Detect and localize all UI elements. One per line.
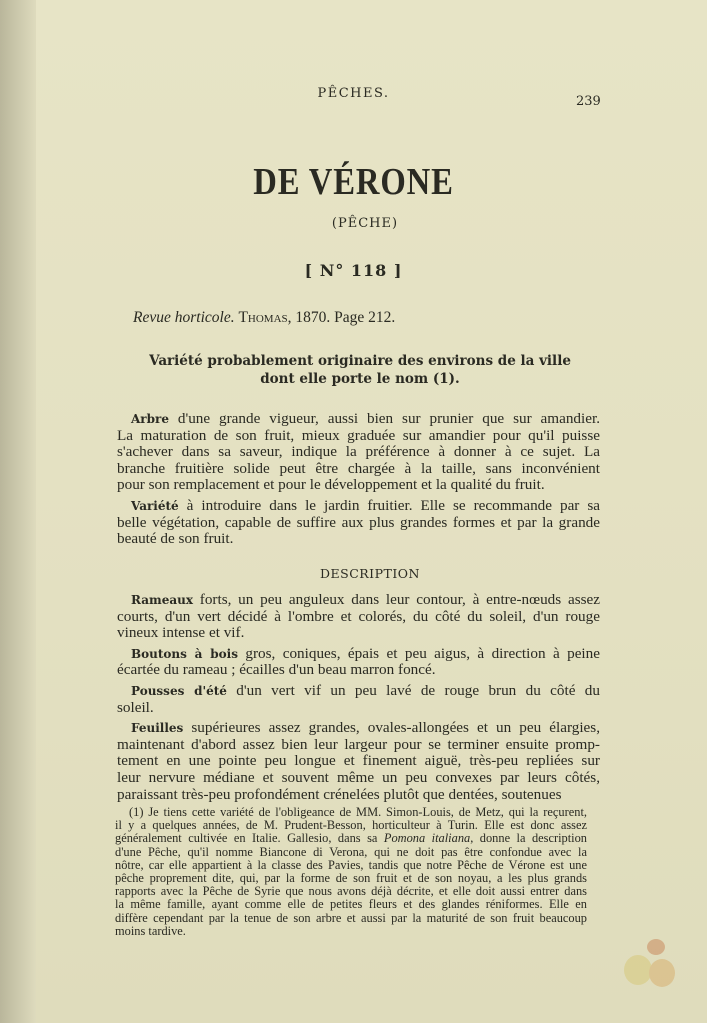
text-line	[117, 515, 600, 532]
footnote-italic-title: Pomona italiana	[383, 831, 471, 846]
paragraph	[117, 592, 600, 642]
intro-line: dont elle porte le nom (1).	[260, 371, 460, 387]
paragraph	[117, 683, 600, 716]
text-line	[117, 787, 600, 804]
text-line	[117, 477, 600, 494]
peach-illustration-icon	[610, 925, 690, 995]
line-text: supérieures assez grandes, ovales-allongées et un peu élargies,	[183, 719, 600, 737]
text-line	[117, 444, 600, 461]
line-text: s'achever dans sa saveur, indique la préférence à donner à ce sujet. La	[117, 443, 600, 461]
page-number: 239	[576, 94, 601, 109]
footnote-line: pêche proprement dite, qui, par la forme de son fruit et de son noyau, a les plus grands	[115, 871, 587, 886]
text-line	[117, 753, 600, 770]
text-line	[117, 592, 600, 609]
subtitle: (PÊCHE)	[331, 216, 399, 231]
paragraph-lead: Rameaux	[131, 593, 194, 607]
paragraph-lead: Feuilles	[131, 721, 184, 736]
running-head: PÊCHES.	[317, 86, 390, 101]
line-text: La maturation de son fruit, mieux graduée sur amandier pour qu'il puisse	[117, 426, 600, 444]
text-line	[117, 625, 600, 642]
line-text: maintenant d'abord assez bien leur largeur pour se terminer ensuite promp-	[117, 735, 600, 753]
description-section	[117, 592, 600, 807]
line-text: branche fruitière solide peut être chargée à la taille, sans inconvénient	[117, 459, 600, 477]
paragraph	[117, 498, 600, 548]
footnote-line: moins tardive.	[115, 923, 186, 938]
line-text: vineux intense et vif.	[117, 624, 245, 642]
footnote-text: généralement cultivée en Italie. Gallesio, dans sa	[115, 831, 384, 846]
footnote-line: rapports avec la Pêche de Syrie que nous avons déjà décrite, et elle doit aussi entrer dans	[115, 884, 587, 899]
text-line	[117, 770, 600, 787]
footnote-line: diffère cependant par la tenue de son arbre et aussi par la maturité de son fruit beaucoup	[115, 910, 587, 925]
line-text: gros, coniques, épais et peu aigus, à direction à peine	[237, 644, 600, 662]
text-line	[117, 609, 600, 626]
line-text: d'un vert vif un peu lavé de rouge brun du côté du	[226, 681, 600, 699]
paragraph-lead: Pousses d'été	[131, 683, 227, 698]
text-line	[117, 461, 600, 478]
description-heading: DESCRIPTION	[320, 566, 420, 581]
line-text: à introduire dans le jardin fruitier. Elle se recommande par sa	[178, 496, 600, 514]
footnote-line: d'une Pêche, qu'il nomme Biancone di Verona, qui ne doit pas être confondue avec la	[115, 844, 587, 859]
page-title: DE VÉRONE	[253, 161, 454, 203]
line-text: d'une grande vigueur, aussi bien sur prunier que sur amandier.	[168, 410, 600, 427]
line-text: beauté de son fruit.	[117, 530, 234, 548]
reference-journal: Revue horticole.	[133, 309, 235, 326]
book-spine-shadow	[0, 0, 36, 1023]
text-line	[117, 720, 600, 737]
paragraph	[117, 720, 600, 803]
line-text: soleil.	[117, 698, 154, 716]
text-line	[117, 683, 600, 700]
text-line	[117, 411, 600, 428]
text-line	[117, 737, 600, 754]
paragraph-lead: Variété	[131, 498, 179, 513]
reference	[133, 309, 395, 327]
footnote-text: , donne la description	[470, 831, 587, 846]
text-line	[117, 428, 600, 445]
footnote	[115, 806, 587, 938]
text-line	[117, 646, 600, 663]
text-line	[117, 662, 600, 679]
text-line	[117, 700, 600, 717]
line-text: belle végétation, capable de suffire aux plus grandes formes et par la grande	[117, 513, 600, 531]
reference-author: Thomas	[238, 309, 288, 326]
variety-number: [ N° 118 ]	[304, 261, 403, 280]
general-section	[117, 411, 600, 552]
intro-heading	[140, 352, 580, 388]
footnote-line: (1) Je tiens cette variété de l'obligeance de MM. Simon-Louis, de Metz, qui la reçurent,	[129, 805, 587, 819]
line-text: courts, d'un vert décidé à l'ombre et colorés, du côté du soleil, d'un rouge	[117, 607, 600, 625]
line-text: pour son remplacement et pour le développement et la qualité du fruit.	[117, 476, 545, 494]
text-line	[117, 498, 600, 515]
paragraph-lead: Boutons à bois	[131, 646, 238, 661]
reference-rest: , 1870. Page 212.	[287, 309, 396, 326]
line-text: écartée du rameau ; écailles d'un beau marron foncé.	[117, 661, 436, 679]
text-line	[117, 531, 600, 548]
footnote-line: la même famille, ayant comme elle de petites fleurs et des glandes réniformes. Elle en	[115, 897, 587, 912]
footnote-line	[115, 832, 587, 845]
line-text: paraissant très-peu profondément crénelées plutôt que dentées, soutenues	[117, 785, 562, 803]
paragraph	[117, 411, 600, 494]
intro-line: Variété probablement originaire des environs de la ville	[149, 353, 571, 369]
line-text: leur nervure médiane et souvent même un peu convexes par leurs côtés,	[117, 768, 600, 786]
footnote-line: il y a quelques années, de M. Prudent-Besson, horticulteur à Turin. Elle est donc assez	[115, 818, 587, 833]
paragraph-lead: Arbre	[131, 412, 169, 426]
line-text: tement en une pointe peu longue et finement aiguë, très-peu repliées sur	[117, 752, 600, 770]
paragraph	[117, 646, 600, 679]
line-text: forts, un peu anguleux dans leur contour, à entre-nœuds assez	[193, 591, 600, 608]
footnote-line: nôtre, car elle appartient à la classe des Pavies, tandis que notre Pêche de Vérone est une	[115, 857, 587, 872]
